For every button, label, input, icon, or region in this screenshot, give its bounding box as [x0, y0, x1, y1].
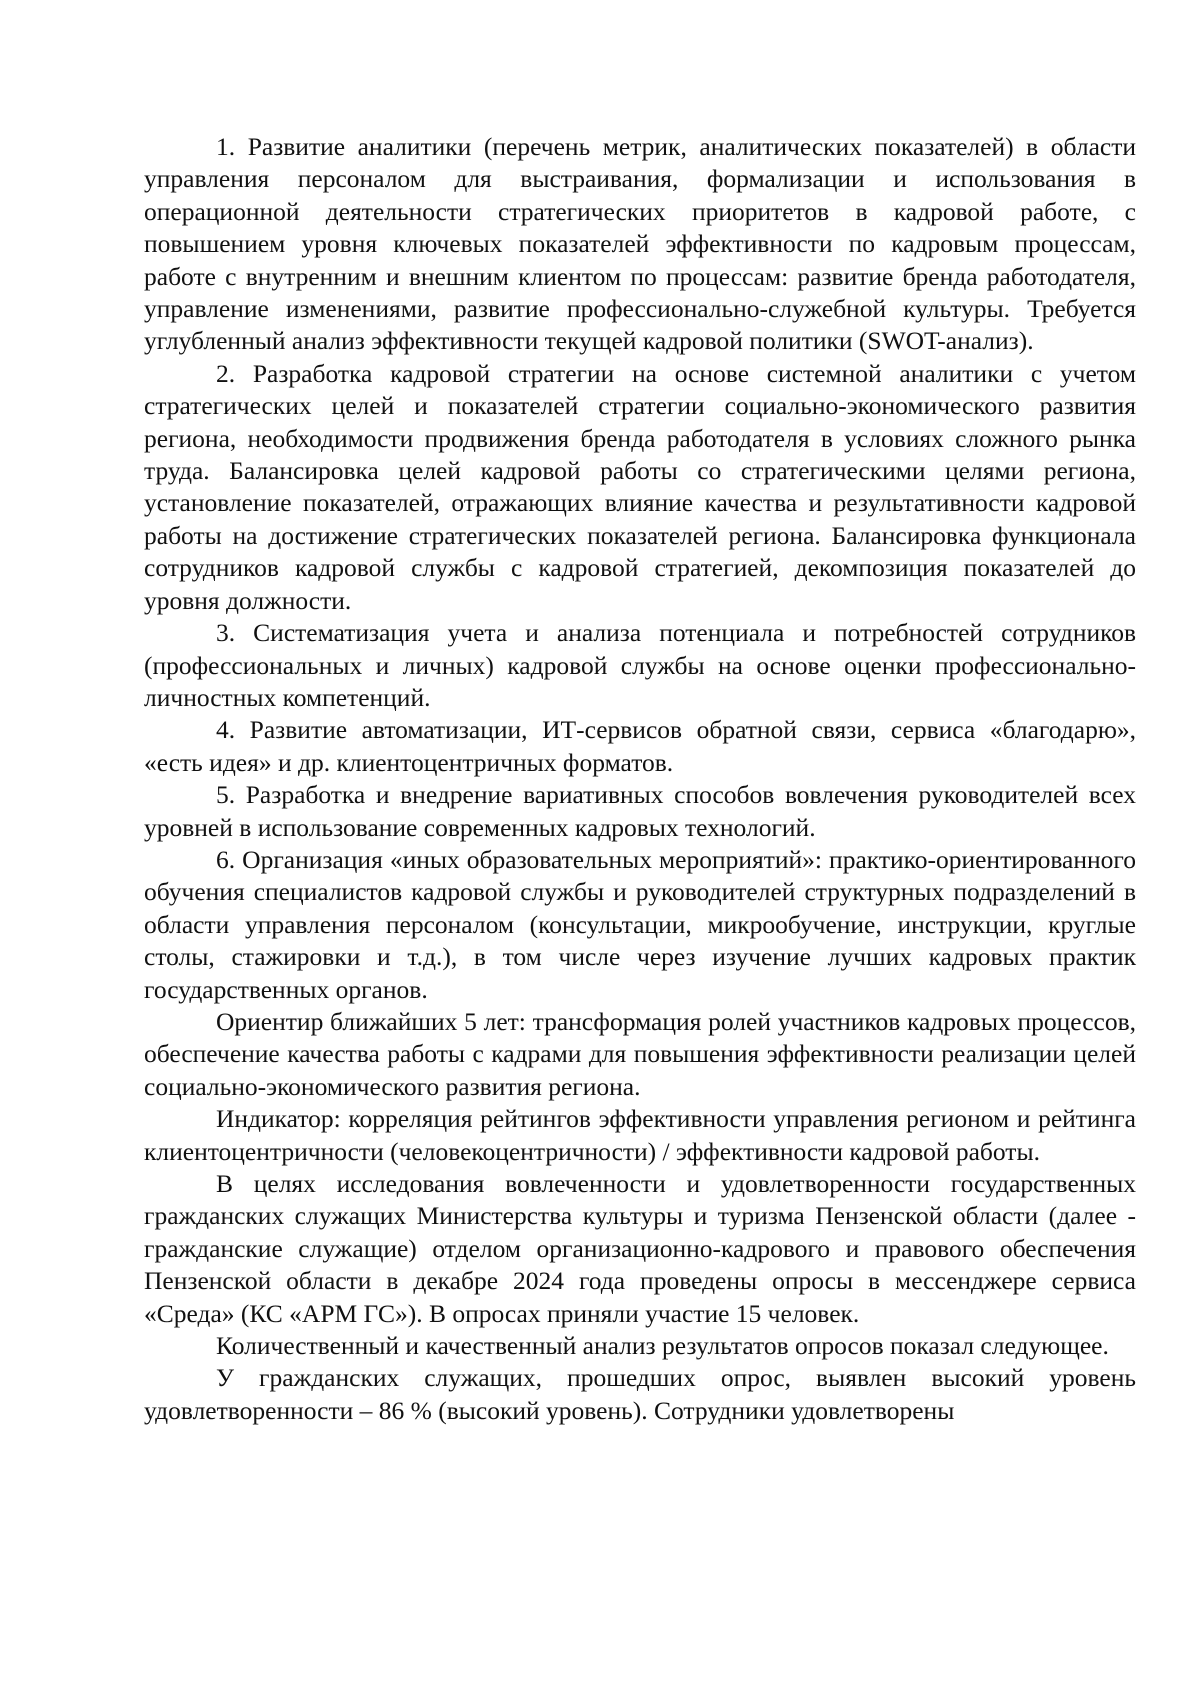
paragraph-automation: 4. Развитие автоматизации, ИТ-сервисов обратной связи, сервиса «благодарю», «есть идея» и др. клиентоцентричных форматов.	[144, 715, 1136, 777]
paragraph-engagement-methods: 5. Разработка и внедрение вариативных способов вовлечения руководителей всех уровней в использование современных кадровых технологий.	[144, 780, 1136, 842]
document-body	[144, 131, 1136, 1427]
paragraph-five-year-goal: Ориентир ближайших 5 лет: трансформация ролей участников кадровых процессов, обеспечение качества работы с кадрами для повышения эффективности реализации целей социально-экономического развития региона.	[144, 1006, 1136, 1101]
paragraph-indicator: Индикатор: корреляция рейтингов эффективности управления регионом и рейтинга клиентоцентричности (человекоцентричности) / эффективности кадровой работы.	[144, 1104, 1136, 1166]
paragraph-analytics: 1. Развитие аналитики (перечень метрик, аналитических показателей) в области управления персоналом для выстраивания, формализации и использования в операционной деятельности стратегических приоритетов в кадровой работе, с повышением уровня ключевых показателей эффективности по кадровым процессам, работе с внутренним и внешним клиентом по процессам: развитие бренда работодателя, управление изменениями, развитие профессионально-служебной культуры. Требуется углубленный анализ эффективности текущей кадровой политики (SWOT-анализ).	[144, 132, 1136, 356]
paragraph-survey: В целях исследования вовлеченности и удовлетворенности государственных гражданских служащих Министерства культуры и туризма Пензенской области (далее - гражданские служащие) отделом организационно-кадрового и правового обеспечения Пензенской области в декабре 2024 года проведены опросы в мессенджере сервиса «Среда» (КС «АРМ ГС»). В опросах приняли участие 15 человек.	[144, 1169, 1136, 1328]
paragraph-analysis-results: Количественный и качественный анализ результатов опросов показал следующее.	[216, 1331, 1109, 1361]
paragraph-hr-strategy: 2. Разработка кадровой стратегии на основе системной аналитики с учетом стратегических целей и показателей стратегии социально-экономического развития региона, необходимости продвижения бренда работодателя в условиях сложного рынка труда. Балансировка целей кадровой работы со стратегическими целями региона, установление показателей, отражающих влияние качества и результативности кадровой работы на достижение стратегических показателей региона. Балансировка функционала сотрудников кадровой службы с кадровой стратегией, декомпозиция показателей до уровня должности.	[144, 358, 1136, 615]
paragraph-systematization: 3. Систематизация учета и анализа потенциала и потребностей сотрудников (профессиональных и личных) кадровой службы на основе оценки профессионально-личностных компетенций.	[144, 618, 1136, 712]
paragraph-satisfaction-level: У гражданских служащих, прошедших опрос, выявлен высокий уровень удовлетворенности – 86 % (высокий уровень). Сотрудники удовлетворены	[144, 1363, 1136, 1425]
paragraph-education-events: 6. Организация «иных образовательных мероприятий»: практико-ориентированного обучения специалистов кадровой службы и руководителей структурных подразделений в области управления персоналом (консультации, микрообучение, инструкции, круглые столы, стажировки и т.д.), в том числе через изучение лучших кадровых практик государственных органов.	[144, 844, 1136, 1004]
